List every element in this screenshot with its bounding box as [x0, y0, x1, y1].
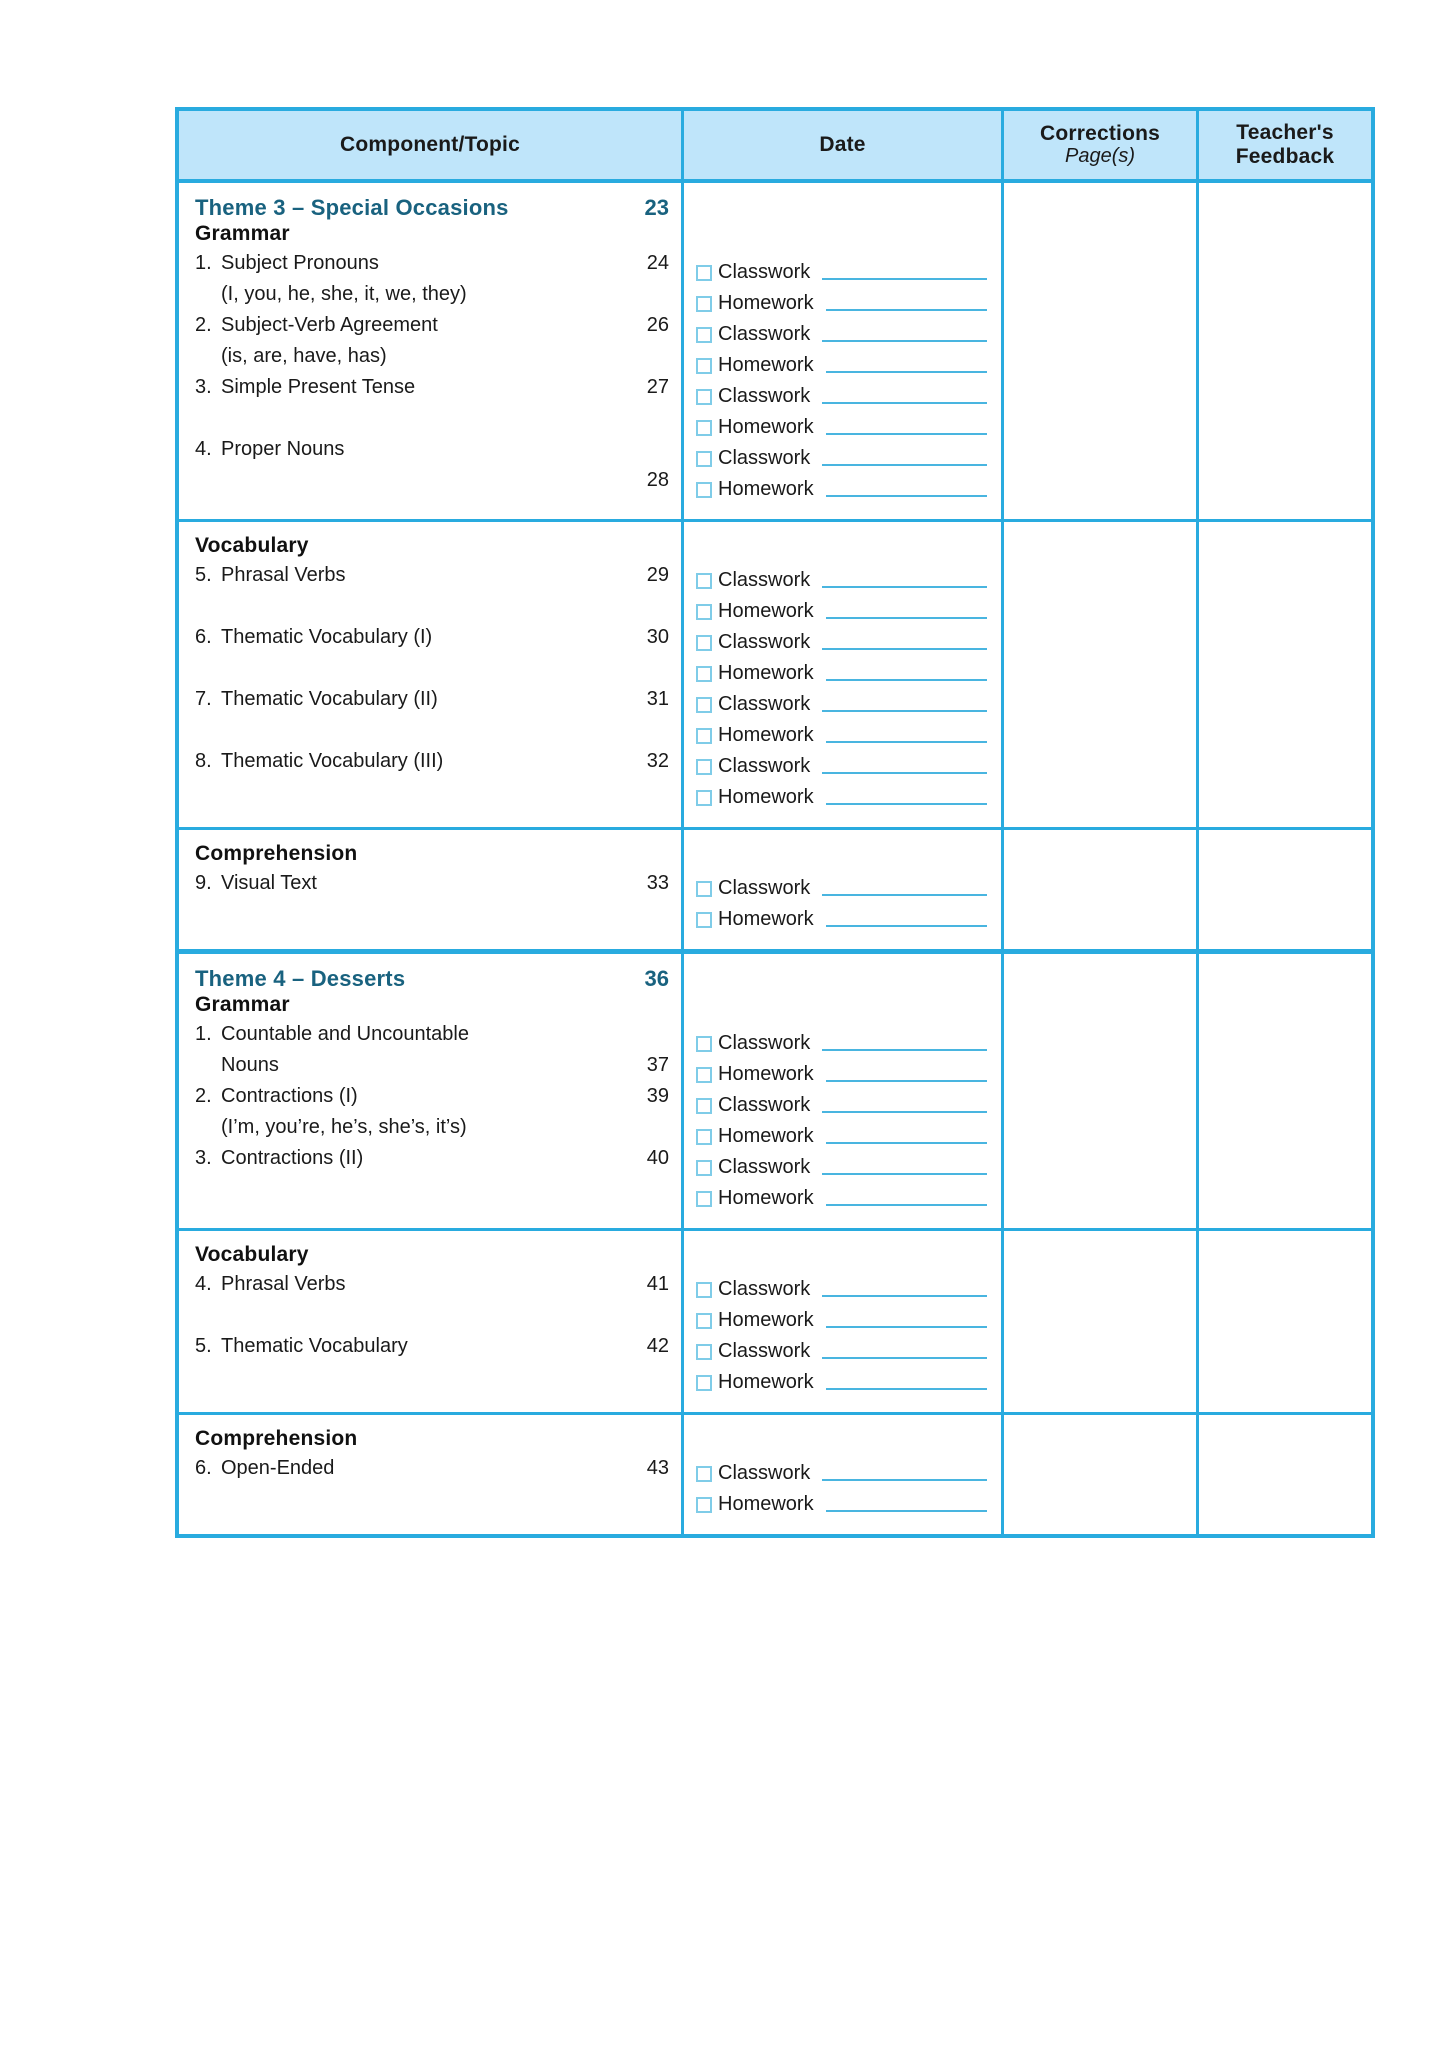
checkbox-column-spacer	[684, 226, 1001, 257]
date-write-in-line[interactable]	[822, 772, 987, 774]
classwork-label: Classwork	[718, 1032, 811, 1054]
classwork-label: Classwork	[718, 447, 811, 469]
homework-checkbox[interactable]	[696, 912, 712, 928]
date-write-in-line[interactable]	[826, 679, 987, 681]
classwork-checkbox[interactable]	[696, 1282, 712, 1298]
homework-label: Homework	[718, 724, 814, 746]
homework-checkbox[interactable]	[696, 1497, 712, 1513]
homework-label: Homework	[718, 1125, 814, 1147]
component-topic-cell	[179, 1415, 684, 1534]
topic-entry	[179, 1331, 681, 1362]
topic-entry	[179, 434, 681, 465]
topic-subtext-page-number	[635, 1112, 669, 1143]
corrections-cell[interactable]	[1004, 183, 1199, 519]
checkbox-row[interactable]	[684, 474, 1001, 505]
homework-label: Homework	[718, 1063, 814, 1085]
topic-subtext-page-number: 37	[646, 1054, 669, 1076]
topic-page-number: 39	[646, 1085, 669, 1107]
topic-number: 4.	[195, 1273, 212, 1295]
theme-page-number: 23	[644, 195, 669, 220]
checkbox-row[interactable]	[684, 904, 1001, 935]
topic-page-number	[635, 1019, 669, 1050]
topic-entry	[179, 372, 681, 403]
classwork-checkbox[interactable]	[696, 389, 712, 405]
topic-number: 5.	[195, 564, 212, 586]
topic-gap	[179, 899, 681, 930]
checkbox-row[interactable]	[684, 381, 1001, 412]
topic-subtext-row	[179, 1050, 681, 1081]
topic-page-number	[635, 434, 669, 465]
homework-checkbox[interactable]	[696, 604, 712, 620]
topic-number: 6.	[195, 626, 212, 648]
checkbox-column-spacer	[684, 1427, 1001, 1458]
homework-checkbox[interactable]	[696, 420, 712, 436]
homework-label: Homework	[718, 354, 814, 376]
topic-page-number: 41	[646, 1273, 669, 1295]
classwork-label: Classwork	[718, 631, 811, 653]
topic-text: Thematic Vocabulary (II)	[221, 688, 438, 710]
date-write-in-line[interactable]	[826, 617, 987, 619]
classwork-label: Classwork	[718, 1462, 811, 1484]
topic-text: Simple Present Tense	[221, 376, 416, 398]
classwork-checkbox[interactable]	[696, 1098, 712, 1114]
checkbox-row[interactable]	[684, 1090, 1001, 1121]
classwork-checkbox[interactable]	[696, 881, 712, 897]
table-block-theme3-grammar	[179, 183, 1371, 522]
progress-tracker-table	[175, 107, 1375, 1538]
topic-page-number: 30	[646, 626, 669, 648]
topic-page-number: 31	[646, 688, 669, 710]
teachers-feedback-cell[interactable]	[1199, 954, 1371, 1228]
classwork-checkbox[interactable]	[696, 1466, 712, 1482]
theme-heading	[179, 195, 681, 221]
topic-gap	[179, 1484, 681, 1515]
date-write-in-line[interactable]	[822, 464, 987, 466]
teachers-feedback-cell[interactable]	[1199, 522, 1371, 827]
component-topic-cell	[179, 1231, 684, 1412]
header-label-feedback: Feedback	[1235, 145, 1335, 168]
checkbox-column-spacer	[684, 966, 1001, 997]
theme-title: Theme 3 – Special Occasions	[195, 195, 509, 220]
table-block-theme4-grammar	[179, 954, 1371, 1231]
teachers-feedback-cell[interactable]	[1199, 183, 1371, 519]
topic-text: Open-Ended	[221, 1457, 335, 1479]
topic-number: 6.	[195, 1457, 212, 1479]
topic-entry	[179, 622, 681, 653]
section-heading: Grammar	[195, 222, 290, 245]
date-cell	[684, 522, 1004, 827]
header-label-component-topic: Component/Topic	[340, 133, 520, 157]
classwork-label: Classwork	[718, 1278, 811, 1300]
homework-checkbox[interactable]	[696, 790, 712, 806]
classwork-label: Classwork	[718, 1094, 811, 1116]
topic-page-number: 29	[646, 564, 669, 586]
topic-text: Phrasal Verbs	[221, 564, 346, 586]
homework-label: Homework	[718, 662, 814, 684]
homework-label: Homework	[718, 786, 814, 808]
date-write-in-line[interactable]	[822, 402, 987, 404]
header-cell-corrections	[1004, 111, 1199, 179]
date-cell	[684, 954, 1004, 1228]
date-write-in-line[interactable]	[826, 1510, 987, 1512]
date-write-in-line[interactable]	[826, 371, 987, 373]
topic-entry	[179, 1143, 681, 1174]
homework-checkbox[interactable]	[696, 1129, 712, 1145]
header-cell-date	[684, 111, 1004, 179]
date-write-in-line[interactable]	[822, 1357, 987, 1359]
classwork-label: Classwork	[718, 1340, 811, 1362]
homework-label: Homework	[718, 1309, 814, 1331]
homework-label: Homework	[718, 600, 814, 622]
topic-subtext: (I, you, he, she, it, we, they)	[221, 283, 467, 305]
teachers-feedback-cell[interactable]	[1199, 830, 1371, 949]
classwork-label: Classwork	[718, 569, 811, 591]
checkbox-row[interactable]	[684, 751, 1001, 782]
classwork-checkbox[interactable]	[696, 635, 712, 651]
topic-page-number: 43	[646, 1457, 669, 1479]
topic-subtext-page-number	[635, 341, 669, 372]
topic-page-number: 32	[646, 750, 669, 772]
teachers-feedback-cell[interactable]	[1199, 1415, 1371, 1534]
topic-number: 9.	[195, 872, 212, 894]
classwork-label: Classwork	[718, 385, 811, 407]
theme-title: Theme 4 – Desserts	[195, 966, 406, 991]
topic-page-number: 24	[646, 252, 669, 274]
corrections-cell[interactable]	[1004, 830, 1199, 949]
date-write-in-line[interactable]	[826, 309, 987, 311]
component-topic-cell	[179, 183, 684, 519]
topic-subtext-page-number	[635, 279, 669, 310]
topic-gap	[179, 777, 681, 808]
classwork-checkbox[interactable]	[696, 327, 712, 343]
homework-checkbox[interactable]	[696, 1191, 712, 1207]
checkbox-row[interactable]	[684, 1183, 1001, 1214]
header-label-date: Date	[819, 133, 866, 157]
topic-entry	[179, 1081, 681, 1112]
checkbox-row[interactable]	[684, 782, 1001, 813]
topic-subtext-indent	[195, 1050, 221, 1081]
section-heading: Comprehension	[195, 842, 358, 865]
component-topic-cell	[179, 830, 684, 949]
header-cell-teachers-feedback	[1199, 111, 1371, 179]
topic-subtext-row	[179, 279, 681, 310]
date-write-in-line[interactable]	[822, 648, 987, 650]
date-write-in-line[interactable]	[822, 1049, 987, 1051]
theme-page-number: 36	[644, 966, 669, 991]
checkbox-row[interactable]	[684, 658, 1001, 689]
topic-subtext: (I’m, you’re, he’s, she’s, it’s)	[221, 1116, 467, 1138]
homework-label: Homework	[718, 1187, 814, 1209]
date-write-in-line[interactable]	[822, 1479, 987, 1481]
topic-entry	[179, 1269, 681, 1300]
section-heading: Vocabulary	[195, 1243, 309, 1266]
classwork-checkbox[interactable]	[696, 451, 712, 467]
classwork-label: Classwork	[718, 693, 811, 715]
classwork-checkbox[interactable]	[696, 1036, 712, 1052]
corrections-cell[interactable]	[1004, 1415, 1199, 1534]
section-heading: Vocabulary	[195, 534, 309, 557]
table-body	[179, 183, 1371, 1534]
date-write-in-line[interactable]	[826, 433, 987, 435]
row-spacer	[195, 465, 635, 496]
classwork-checkbox[interactable]	[696, 697, 712, 713]
topic-gap	[179, 591, 681, 622]
homework-label: Homework	[718, 292, 814, 314]
header-label-corrections: Corrections	[1039, 121, 1161, 145]
date-write-in-line[interactable]	[826, 925, 987, 927]
topic-gap	[179, 403, 681, 434]
component-topic-cell	[179, 954, 684, 1228]
checkbox-column-spacer	[684, 534, 1001, 565]
topic-subtext-indent	[195, 279, 221, 310]
checkbox-row[interactable]	[684, 1489, 1001, 1520]
topic-subtext-row	[179, 1112, 681, 1143]
topic-gap	[179, 1362, 681, 1393]
topic-number: 8.	[195, 750, 212, 772]
topic-gap	[179, 1174, 681, 1205]
topic-gap	[179, 653, 681, 684]
classwork-label: Classwork	[718, 323, 811, 345]
checkbox-row[interactable]	[684, 1336, 1001, 1367]
homework-checkbox[interactable]	[696, 1313, 712, 1329]
topic-text: Countable and Uncountable	[221, 1023, 469, 1045]
header-label-teachers: Teacher's	[1236, 121, 1334, 145]
checkbox-row[interactable]	[684, 412, 1001, 443]
date-write-in-line[interactable]	[822, 586, 987, 588]
checkbox-row[interactable]	[684, 257, 1001, 288]
homework-checkbox[interactable]	[696, 1067, 712, 1083]
topic-page-number: 42	[646, 1335, 669, 1357]
homework-label: Homework	[718, 908, 814, 930]
homework-checkbox[interactable]	[696, 482, 712, 498]
topic-entry	[179, 1019, 681, 1050]
date-write-in-line[interactable]	[822, 1295, 987, 1297]
checkbox-row[interactable]	[684, 1059, 1001, 1090]
checkbox-row[interactable]	[684, 1028, 1001, 1059]
table-block-theme3-comprehension	[179, 830, 1371, 954]
homework-label: Homework	[718, 478, 814, 500]
homework-label: Homework	[718, 1371, 814, 1393]
topic-text: Contractions (II)	[221, 1147, 364, 1169]
topic-page-number: 27	[646, 376, 669, 398]
date-write-in-line[interactable]	[822, 1173, 987, 1175]
topic-entry	[179, 248, 681, 279]
checkbox-row[interactable]	[684, 288, 1001, 319]
homework-checkbox[interactable]	[696, 728, 712, 744]
topic-text: Visual Text	[221, 872, 317, 894]
classwork-checkbox[interactable]	[696, 265, 712, 281]
checkbox-row[interactable]	[684, 1458, 1001, 1489]
topic-number: 1.	[195, 1023, 212, 1045]
classwork-label: Classwork	[718, 1156, 811, 1178]
table-block-theme4-comprehension	[179, 1415, 1371, 1534]
classwork-checkbox[interactable]	[696, 1160, 712, 1176]
topic-number: 7.	[195, 688, 212, 710]
classwork-label: Classwork	[718, 755, 811, 777]
checkbox-row[interactable]	[684, 1367, 1001, 1398]
checkbox-row[interactable]	[684, 565, 1001, 596]
date-write-in-line[interactable]	[826, 1388, 987, 1390]
topic-subtext: Nouns	[221, 1054, 279, 1076]
checkbox-row[interactable]	[684, 350, 1001, 381]
table-block-theme3-vocabulary	[179, 522, 1371, 830]
date-cell	[684, 830, 1004, 949]
homework-checkbox[interactable]	[696, 1375, 712, 1391]
topic-text: Subject-Verb Agreement	[221, 314, 438, 336]
homework-checkbox[interactable]	[696, 666, 712, 682]
checkbox-row[interactable]	[684, 627, 1001, 658]
topic-number: 2.	[195, 314, 212, 336]
classwork-label: Classwork	[718, 877, 811, 899]
date-cell	[684, 183, 1004, 519]
date-write-in-line[interactable]	[822, 278, 987, 280]
date-write-in-line[interactable]	[826, 741, 987, 743]
checkbox-row[interactable]	[684, 596, 1001, 627]
date-write-in-line[interactable]	[822, 710, 987, 712]
checkbox-column-spacer	[684, 997, 1001, 1028]
checkbox-row[interactable]	[684, 873, 1001, 904]
header-cell-component-topic	[179, 111, 684, 179]
date-write-in-line[interactable]	[826, 1142, 987, 1144]
topic-number: 1.	[195, 252, 212, 274]
section-heading: Comprehension	[195, 1427, 358, 1450]
topic-gap	[179, 1300, 681, 1331]
date-write-in-line[interactable]	[826, 1080, 987, 1082]
date-write-in-line[interactable]	[822, 340, 987, 342]
teachers-feedback-cell[interactable]	[1199, 1231, 1371, 1412]
checkbox-row[interactable]	[684, 1152, 1001, 1183]
header-sublabel-pages: Page(s)	[1064, 145, 1136, 168]
homework-label: Homework	[718, 1493, 814, 1515]
date-write-in-line[interactable]	[826, 495, 987, 497]
topic-text: Phrasal Verbs	[221, 1273, 346, 1295]
checkbox-column-spacer	[684, 842, 1001, 873]
topic-number: 5.	[195, 1335, 212, 1357]
date-cell	[684, 1415, 1004, 1534]
checkbox-column-spacer	[684, 1243, 1001, 1274]
topic-subtext-indent	[195, 341, 221, 372]
date-write-in-line[interactable]	[822, 1111, 987, 1113]
topic-page-only-row	[179, 465, 681, 496]
topic-text: Thematic Vocabulary (I)	[221, 626, 433, 648]
section-heading: Grammar	[195, 993, 290, 1016]
corrections-cell[interactable]	[1004, 522, 1199, 827]
topic-text: Proper Nouns	[221, 438, 345, 460]
topic-entry	[179, 560, 681, 591]
topic-entry	[179, 684, 681, 715]
topic-number: 3.	[195, 376, 212, 398]
topic-entry	[179, 746, 681, 777]
topic-page-number: 33	[646, 872, 669, 894]
topic-page-number: 28	[646, 469, 669, 491]
checkbox-row[interactable]	[684, 1305, 1001, 1336]
topic-page-number: 40	[646, 1147, 669, 1169]
topic-number: 2.	[195, 1085, 212, 1107]
topic-page-number: 26	[646, 314, 669, 336]
topic-subtext-row	[179, 341, 681, 372]
topic-text: Thematic Vocabulary (III)	[221, 750, 444, 772]
topic-gap	[179, 715, 681, 746]
homework-label: Homework	[718, 416, 814, 438]
date-write-in-line[interactable]	[822, 894, 987, 896]
checkbox-row[interactable]	[684, 689, 1001, 720]
component-topic-cell	[179, 522, 684, 827]
classwork-checkbox[interactable]	[696, 1344, 712, 1360]
topic-entry	[179, 310, 681, 341]
checkbox-row[interactable]	[684, 720, 1001, 751]
checkbox-row[interactable]	[684, 443, 1001, 474]
topic-subtext: (is, are, have, has)	[221, 345, 387, 367]
checkbox-row[interactable]	[684, 319, 1001, 350]
homework-checkbox[interactable]	[696, 296, 712, 312]
classwork-checkbox[interactable]	[696, 573, 712, 589]
table-block-theme4-vocabulary	[179, 1231, 1371, 1415]
checkbox-row[interactable]	[684, 1274, 1001, 1305]
topic-subtext-indent	[195, 1112, 221, 1143]
date-write-in-line[interactable]	[826, 1204, 987, 1206]
table-header-row	[179, 111, 1371, 183]
checkbox-column-spacer	[684, 195, 1001, 226]
classwork-label: Classwork	[718, 261, 811, 283]
checkbox-row[interactable]	[684, 1121, 1001, 1152]
topic-entry	[179, 1453, 681, 1484]
topic-text: Subject Pronouns	[221, 252, 379, 274]
topic-text: Contractions (I)	[221, 1085, 358, 1107]
date-cell	[684, 1231, 1004, 1412]
topic-text: Thematic Vocabulary	[221, 1335, 408, 1357]
date-write-in-line[interactable]	[826, 1326, 987, 1328]
topic-entry	[179, 868, 681, 899]
date-write-in-line[interactable]	[826, 803, 987, 805]
theme-heading	[179, 966, 681, 992]
corrections-cell[interactable]	[1004, 1231, 1199, 1412]
corrections-cell[interactable]	[1004, 954, 1199, 1228]
topic-number: 3.	[195, 1147, 212, 1169]
classwork-checkbox[interactable]	[696, 759, 712, 775]
topic-number: 4.	[195, 438, 212, 460]
homework-checkbox[interactable]	[696, 358, 712, 374]
